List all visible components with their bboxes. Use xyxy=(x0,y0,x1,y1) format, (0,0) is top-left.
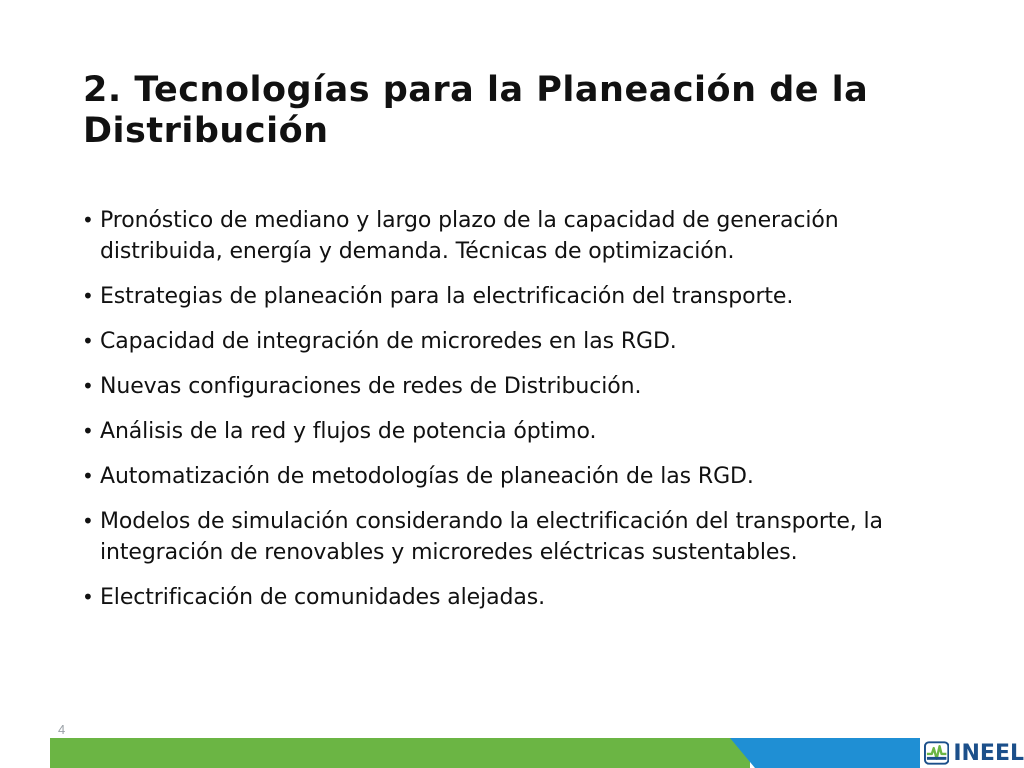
bullet-item xyxy=(80,326,960,357)
bullet-item xyxy=(80,205,960,267)
logo-text: INEEL xyxy=(953,740,1024,766)
bullet-text: Análisis de la red y flujos de potencia óptimo. xyxy=(100,419,597,444)
footer-green-fade xyxy=(50,738,110,768)
bullet-item xyxy=(80,371,960,402)
footer-band xyxy=(0,738,1024,768)
bullet-item xyxy=(80,461,960,492)
bullet-item xyxy=(80,506,960,568)
ineel-logo-icon xyxy=(924,740,949,766)
bullet-text: Pronóstico de mediano y largo plazo de la capacidad de generación distribuida, energía y demanda. Técnicas de optimización. xyxy=(100,208,839,264)
bullet-item xyxy=(80,416,960,447)
slide-title-line-1: 2. Tecnologías para la Planeación de la xyxy=(83,70,869,110)
bullet-dot-icon: • xyxy=(82,464,94,488)
bullet-text: Estrategias de planeación para la electrificación del transporte. xyxy=(100,284,794,309)
footer-green-stripe xyxy=(50,738,750,768)
ineel-logo xyxy=(924,738,1024,768)
bullet-text: Automatización de metodologías de planeación de las RGD. xyxy=(100,464,754,489)
bullet-text: Capacidad de integración de microredes en las RGD. xyxy=(100,329,677,354)
slide-title-line-2: Distribución xyxy=(83,111,329,151)
bullet-dot-icon: • xyxy=(82,374,94,398)
bullet-dot-icon: • xyxy=(82,329,94,353)
bullet-item xyxy=(80,281,960,312)
bullet-dot-icon: • xyxy=(82,419,94,443)
bullet-dot-icon: • xyxy=(82,284,94,308)
bullet-list xyxy=(80,205,960,627)
bullet-text: Electrificación de comunidades alejadas. xyxy=(100,585,545,610)
bullet-item xyxy=(80,582,960,613)
bullet-text: Nuevas configuraciones de redes de Distribución. xyxy=(100,374,642,399)
bullet-dot-icon: • xyxy=(82,509,94,533)
slide-title xyxy=(83,70,983,152)
bullet-dot-icon: • xyxy=(82,585,94,609)
bullet-text: Modelos de simulación considerando la electrificación del transporte, la integración de renovables y microredes eléctricas sustentables. xyxy=(100,509,883,565)
bullet-dot-icon: • xyxy=(82,208,94,232)
page-number: 4 xyxy=(58,722,66,737)
